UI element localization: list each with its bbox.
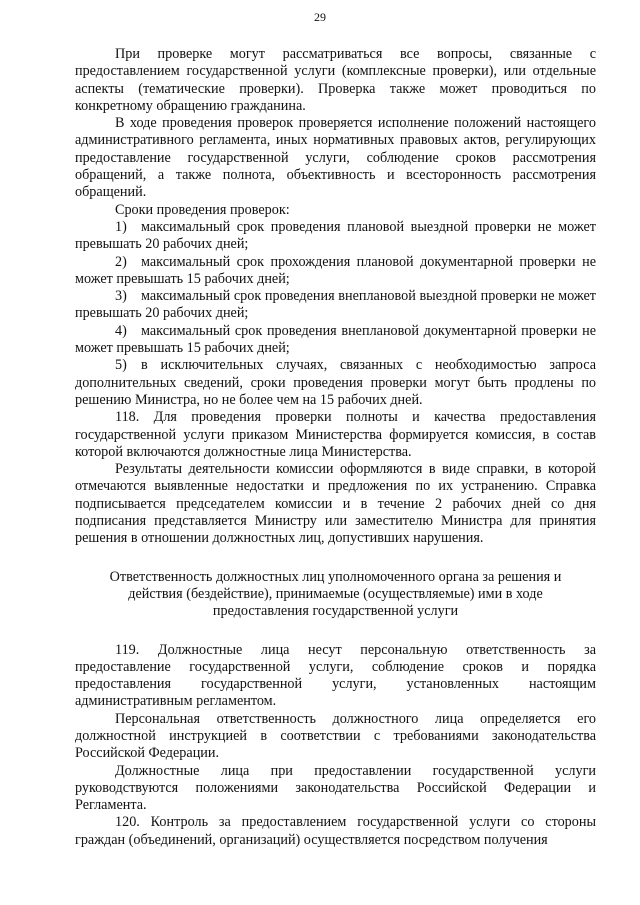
document-body [75,46,596,849]
paragraph: 118. Для проведения проверки полноты и качества предоставления государственной услуги приказом Министерства формируется комиссия, в состав которой включаются должностные лица Министерства. [75,409,596,460]
section-heading: Ответственность должностных лиц уполномоченного органа за решения и действия (бездействие), принимаемые (осуществляемые) ими в ходе предоставления государственной услуги [109,568,562,620]
page-number: 29 [314,10,326,24]
paragraph: В ходе проведения проверок проверяется исполнение положений настоящего административного регламента, иных нормативных правовых актов, регулирующих предоставление государственной услуги, соблюдение сроков рассмотрения обращений, а также полнота, объективность и всесторонность рассмотрения обращений. [75,115,596,201]
list-item: 5) в исключительных случаях, связанных с необходимостью запроса дополнительных сведений, сроки проведения проверки могут быть продлены по решению Министра, но не более чем на 15 рабочих дней. [75,357,596,408]
paragraph: При проверке могут рассматриваться все вопросы, связанные с предоставлением государственной услуги (комплексные проверки), или отдельные аспекты (тематические проверки). Проверка также может проводиться по конкретному обращению гражданина. [75,46,596,114]
list-item: 4) максимальный срок проведения внеплановой документарной проверки не может превышать 15 рабочих дней; [75,322,596,357]
list-item: 3) максимальный срок проведения внеплановой выездной проверки не может превышать 20 рабочих дней; [75,288,596,322]
paragraph: Результаты деятельности комиссии оформляются в виде справки, в которой отмечаются выявленные недостатки и предложения по их устранению. Справка подписывается председателем комиссии и в течение 2 рабочих дней со дня подписания представляется Министру или заместителю Министра для принятия решения в отношении должностных лиц, допустивших нарушения. [75,461,596,547]
paragraph: Должностные лица при предоставлении государственной услуги руководствуются положениями законодательства Российской Федерации и Регламента. [75,762,596,814]
paragraph: 119. Должностные лица несут персональную ответственность за предоставление государственной услуги, соблюдение сроков и порядка предоставления государственной услуги, установленных настоящим административным регламентом. [75,641,596,710]
list-item: 1) максимальный срок проведения плановой выездной проверки не может превышать 20 рабочих дней; [75,218,596,253]
paragraph: Персональная ответственность должностного лица определяется его должностной инструкцией в соответствии с требованиями законодательства Российской Федерации. [75,710,596,762]
paragraph: Сроки проведения проверок: [115,201,290,218]
list-item: 2) максимальный срок прохождения плановой документарной проверки не может превышать 15 рабочих дней; [75,253,596,287]
paragraph: 120. Контроль за предоставлением государственной услуги со стороны граждан (объединений, организаций) осуществляется посредством получения [75,814,596,848]
